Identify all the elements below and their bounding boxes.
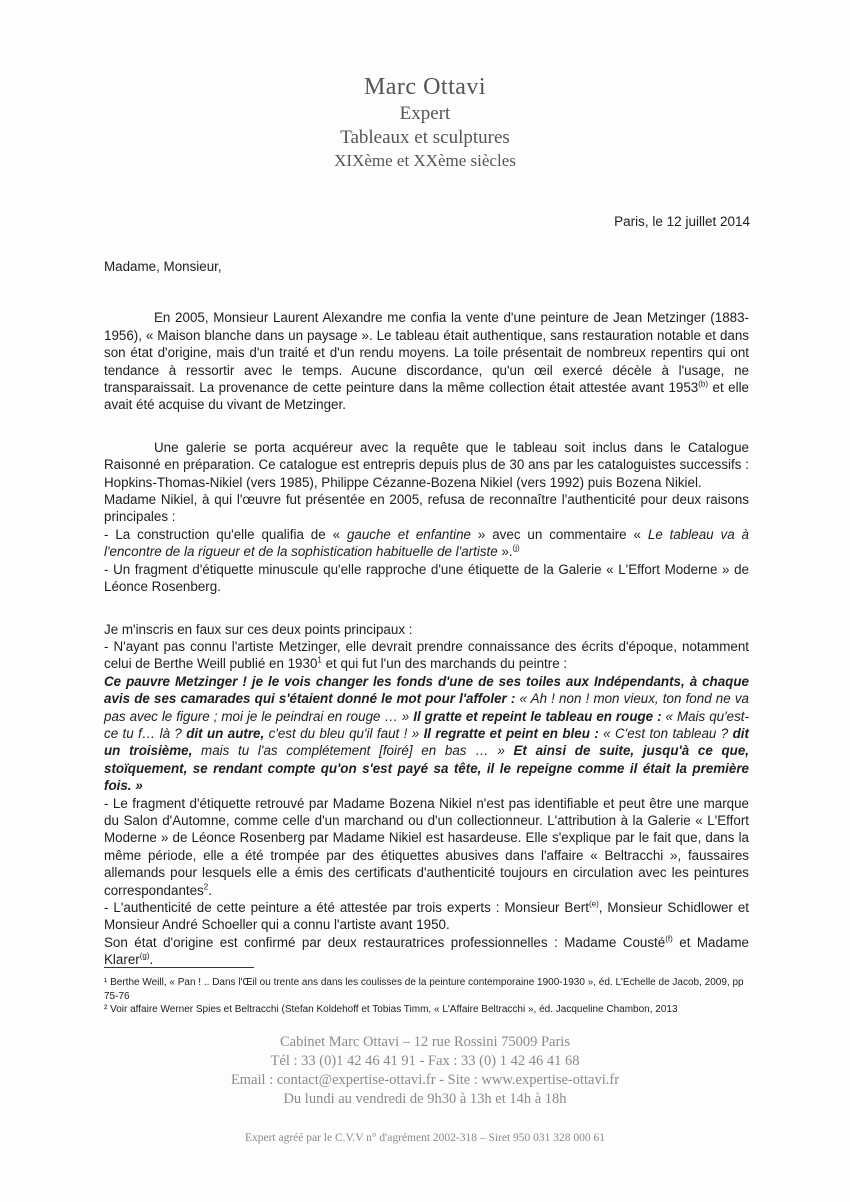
- footnote-ref-2: 2: [203, 882, 209, 892]
- p9-text-end: , Monsieur Schidlower et Monsieur André Schoeller qui a connu l'artiste avant 1950.: [104, 900, 749, 933]
- note-ref-j: (j): [512, 543, 520, 553]
- p10-text: Son état d'origine est confirmé par deux restauratrices professionnelles : Madame Cousté: [104, 934, 666, 950]
- quote-part: « C'est ton tableau ?: [598, 725, 733, 741]
- quote-part: « Mais qu'est-ce tu f… là ?: [104, 708, 749, 741]
- p7-text: - N'ayant pas connu l'artiste Metzinger, elle devrait prendre connaissance des écrits d'époque, notamment celui de Berthe Weill publié en 1930: [104, 638, 749, 672]
- p10-text-end: .: [149, 952, 154, 968]
- p4-quote-1: gauche et enfantine: [346, 526, 471, 542]
- footnote-1: ¹ Berthe Weill, « Pan ! .. Dans l'Œil ou trente ans dans les coulisses de la peinture contemporaine 1900-1930 », éd. L'Echelle de Jacob, 2009, pp 75-76: [104, 977, 744, 1002]
- paragraph-10: [104, 934, 749, 969]
- p4-text: - La construction qu'elle qualifia de «: [104, 526, 347, 542]
- letter-footer: [0, 1033, 850, 1148]
- expert-title: Expert: [399, 103, 451, 124]
- footnote-divider: [104, 967, 254, 968]
- salutation: Madame, Monsieur,: [104, 259, 222, 274]
- quote-part: c'est du bleu qu'il faut ! »: [264, 725, 424, 741]
- note-ref-f: (f): [665, 934, 673, 944]
- quote-part: Et ainsi de suite, jusqu'à ce que, stoïquement, se rendant compte qu'on s'est payé sa tête, il le repeigne comme il était la première fois. »: [104, 743, 750, 794]
- p4-quote-2: Le tableau va à l'encontre de la rigueur et de la sophistication habituelle de l'artiste: [104, 526, 750, 560]
- letter-body: [104, 258, 749, 969]
- paragraph-8: [104, 795, 749, 899]
- paragraph-6: Je m'inscris en faux sur ces deux points principaux :: [104, 621, 413, 637]
- p8-text-end: .: [208, 882, 212, 898]
- p4-text-3: ».: [497, 544, 513, 560]
- paragraph-1: [104, 309, 749, 413]
- p8-text: - Le fragment d'étiquette retrouvé par Madame Bozena Nikiel n'est pas identifiable et peut être une marque du Salon d'Automne, comme celle d'un marchand ou d'un collectionneur. L'attribution à la Galerie « L'Effort Moderne » de Léonce Rosenberg par Madame Nikiel est hasardeuse. Elle s'explique par le fait que, dans la même période, elle a été trompée par des étiquettes abusives dans l'affaire « Beltracchi », faussaires allemands pour lesquels elle a émis des certificats d'authenticité toujours en circulation avec les peintures correspondantes: [104, 795, 749, 898]
- paragraph-7: [104, 638, 749, 673]
- expert-centuries: XIXème et XXème siècles: [334, 151, 516, 170]
- footer-hours: Du lundi au vendredi de 9h30 à 13h et 14h à 18h: [283, 1091, 567, 1107]
- quote-part: Ce pauvre Metzinger ! je le vois changer les fonds d'une de ses toiles aux Indépendants, à chaque avis de ses camarades qui s'étaient donné le mot pour l'affoler :: [104, 673, 749, 707]
- p7-text-end: et qui fut l'un des marchands du peintre :: [321, 656, 568, 672]
- quote-part: mais tu l'as complétement [foiré] en bas … »: [192, 743, 514, 759]
- paragraph-2: Une galerie se porta acquéreur avec la requête que le tableau soit inclus dans le Catalogue Raisonné en préparation. Ce catalogue est entrepris depuis plus de 30 ans par les cataloguistes successifs : Hopkins-Thomas-Nikiel (vers 1985), Philippe Cézanne-Bozena Nikiel (vers 1992) puis Bozena Nikiel.: [104, 439, 749, 490]
- footnote-ref-1: 1: [317, 655, 322, 665]
- paragraph-4: [104, 526, 749, 561]
- quote-part: « Ah ! non ! mon vieux, ton fond ne va pas avec le figure ; moi je le peindrai en rouge … »: [104, 691, 750, 724]
- footer-registration: Expert agréé par le C.V.V n° d'agrément 2002-318 – Siret 950 031 328 000 61: [244, 1132, 606, 1144]
- note-ref-e: (e): [588, 899, 599, 909]
- weill-quotation: [104, 673, 749, 795]
- paragraph-3: Madame Nikiel, à qui l'œuvre fut présentée en 2005, refusa de reconnaître l'authenticité pour deux raisons principales :: [104, 492, 749, 525]
- footer-web: Email : contact@expertise-ottavi.fr - Site : www.expertise-ottavi.fr: [230, 1072, 620, 1088]
- letter-date: Paris, le 12 juillet 2014: [614, 214, 750, 229]
- p10-text-2: et Madame Klarer: [104, 934, 749, 968]
- paragraph-9: [104, 899, 749, 934]
- p4-text-2: » avec un commentaire «: [470, 526, 648, 542]
- p9-text: - L'authenticité de cette peinture a été attestée par trois experts : Monsieur Bert: [104, 900, 589, 915]
- quote-part: Il gratte et repeint le tableau en rouge :: [413, 708, 662, 724]
- note-ref-b: (b): [698, 379, 709, 389]
- expert-speciality: Tableaux et sculptures: [340, 127, 510, 148]
- quote-part: dit un autre,: [186, 725, 265, 741]
- letterhead: [0, 72, 850, 172]
- footnote-2: ² Voir affaire Werner Spies et Beltracchi (Stefan Koldehoff et Tobias Timm, « L'Affaire Beltracchi », éd. Jacqueline Chambon, 2013: [104, 1004, 678, 1016]
- expert-name: Marc Ottavi: [363, 74, 487, 100]
- paragraph-1-text: En 2005, Monsieur Laurent Alexandre me confia la vente d'une peinture de Jean Metzinger (1883-1956), « Maison blanche dans un paysage ». Le tableau était authentique, sans restauration notable et dans son état d'origine, mais d'un traité et d'un rendu moyens. La toile présentait de nombreux repentirs qui ont tendance à ressortir avec le temps. Aucune discordance, qu'un œil exercé décèle à l'usage, ne transparaissait. La provenance de cette peinture dans la même collection était attestée avant 1953: [104, 310, 749, 396]
- footer-address: Cabinet Marc Ottavi – 12 rue Rossini 75009 Paris: [280, 1034, 570, 1050]
- footnotes: [104, 976, 752, 1017]
- paragraph-5: - Un fragment d'étiquette minuscule qu'elle rapproche d'une étiquette de la Galerie « L'Effort Moderne » de Léonce Rosenberg.: [104, 561, 749, 595]
- quote-part: Il regratte et peint en bleu :: [423, 725, 599, 741]
- quote-part: dit un troisième,: [104, 725, 749, 759]
- paragraph-1-text-end: et elle avait été acquise du vivant de Metzinger.: [104, 380, 750, 413]
- note-ref-g: (g): [139, 951, 150, 961]
- footer-phone: Tél : 33 (0)1 42 46 41 91 - Fax : 33 (0) 1 42 46 41 68: [270, 1053, 580, 1069]
